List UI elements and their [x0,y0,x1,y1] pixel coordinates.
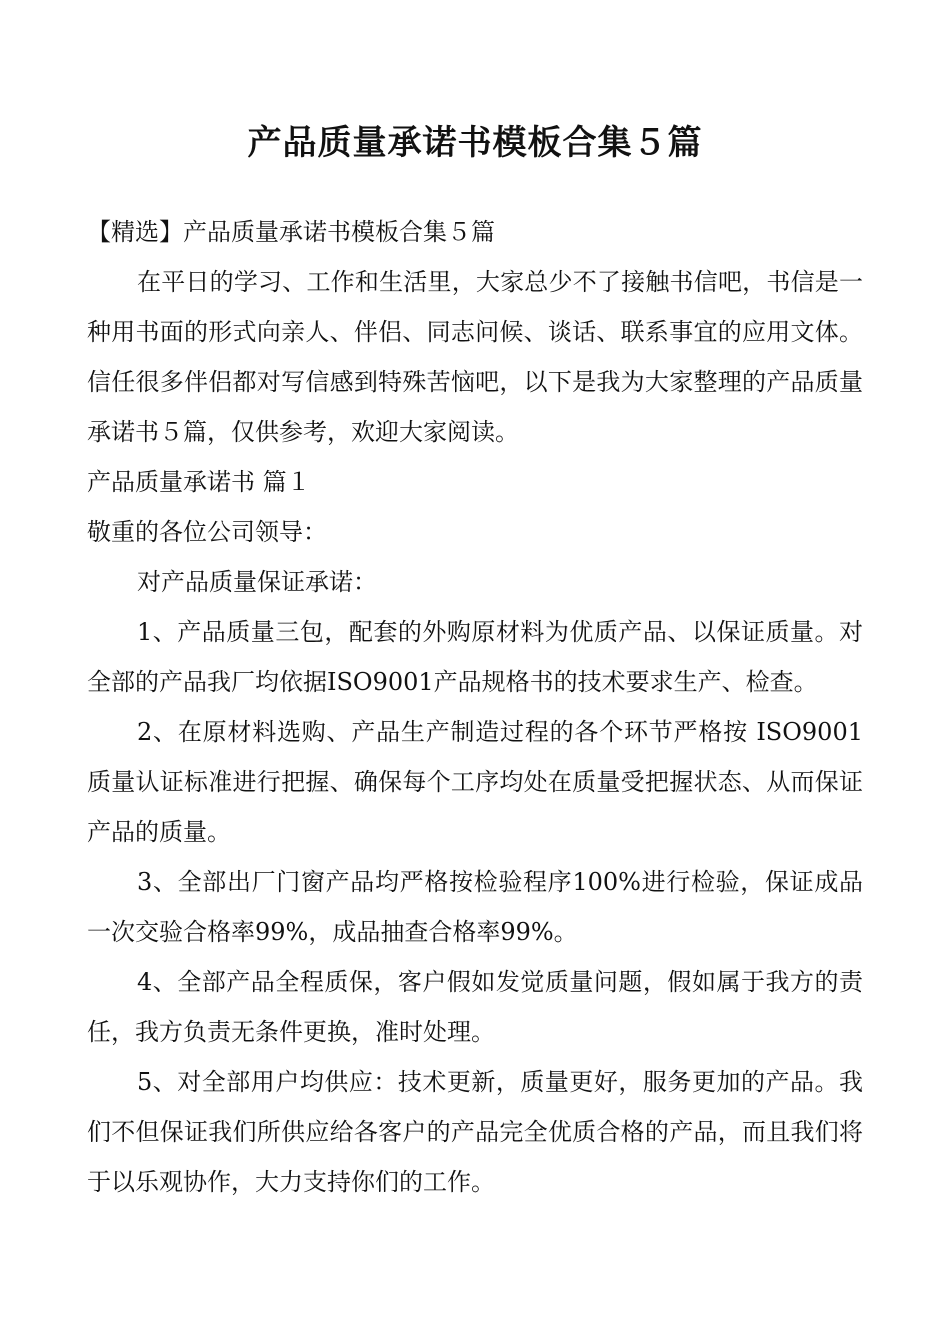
paragraph-item-3: 3、全部出厂门窗产品均严格按检验程序100%进行检验，保证成品一次交验合格率99%，成品抽查合格率99%。 [87,868,863,946]
paragraph-introduction: 在平日的学习、工作和生活里，大家总少不了接触书信吧，书信是一种用书面的形式向亲人、伴侣、同志问候、谈话、联系事宜的应用文体。信任很多伴侣都对写信感到特殊苦恼吧，以下是我为大家整理的产品质量承诺书５篇，仅供参考，欢迎大家阅读。 [87,268,863,446]
paragraph-item-4: 4、全部产品全程质保，客户假如发觉质量问题，假如属于我方的责任，我方负责无条件更换，准时处理。 [87,968,863,1046]
paragraph-item-2: 2、在原材料选购、产品生产制造过程的各个环节严格按 ISO9001质量认证标准进行把握、确保每个工序均处在质量受把握状态、从而保证产品的质量。 [87,718,863,846]
document-body [87,207,863,1207]
paragraph-commitment-heading: 对产品质量保证承诺： [137,568,377,596]
paragraph-item-5: 5、对全部用户均供应：技术更新，质量更好，服务更加的产品。我们不但保证我们所供应给各客户的产品完全优质合格的产品，而且我们将于以乐观协作，大力支持你们的工作。 [87,1068,863,1196]
paragraph-intro-heading: 【精选】产品质量承诺书模板合集５篇 [87,218,495,246]
salutation: 敬重的各位公司领导： [87,518,327,546]
section-heading-1: 产品质量承诺书 篇１ [87,468,311,496]
document-title: 产品质量承诺书模板合集５篇 [247,123,703,163]
paragraph-item-1: 1、产品质量三包，配套的外购原材料为优质产品、以保证质量。对全部的产品我厂均依据ISO9001产品规格书的技术要求生产、检查。 [87,618,863,696]
